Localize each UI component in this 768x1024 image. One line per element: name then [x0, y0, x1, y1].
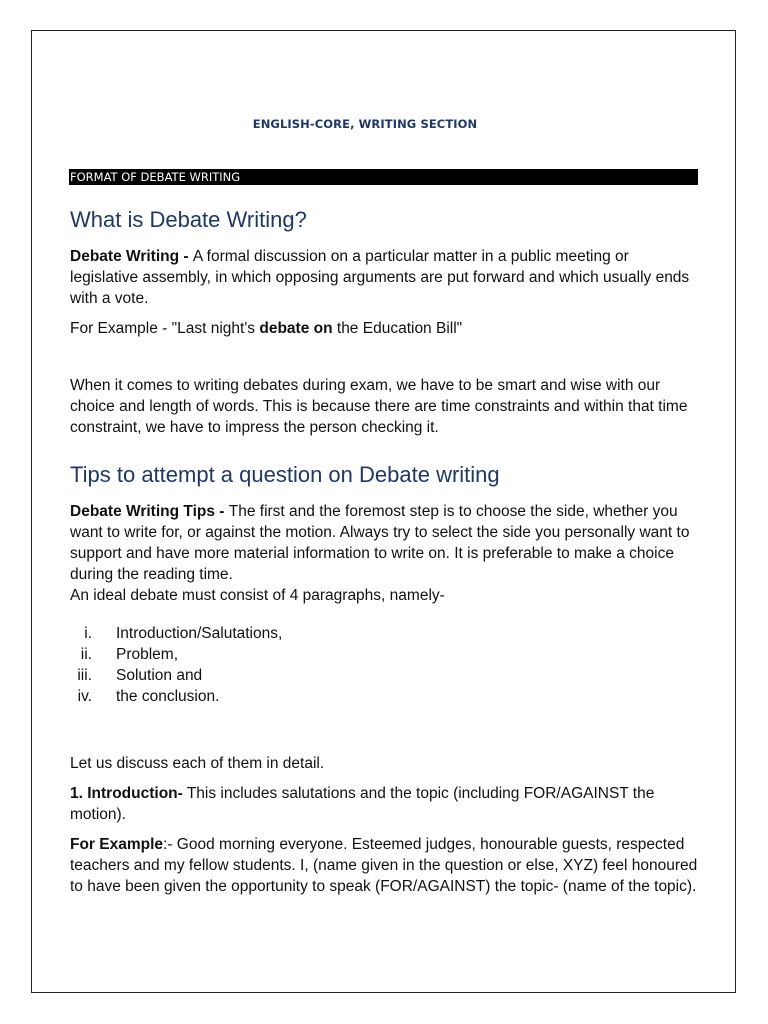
example-paragraph	[70, 318, 698, 339]
list-number: ii.	[80, 646, 92, 663]
intro-example-text: :- Good morning everyone. Esteemed judges, honourable guests, respected teachers and my fellow students. I, (name given in the question or else, XYZ) feel honoured to have been given the opportunity to speak (FOR/AGAINST) the topic- (name of the topic).	[70, 836, 698, 895]
definition-text: A formal discussion on a particular matter in a public meeting or legislative assembly, in which opposing arguments are put forward and which usually ends with a vote.	[70, 248, 690, 307]
definition-paragraph	[70, 246, 698, 309]
section-title-bar: FORMAT OF DEBATE WRITING	[69, 169, 698, 185]
tips-label: Debate Writing Tips -	[70, 503, 229, 520]
tips-line2: An ideal debate must consist of 4 paragraphs, namely-	[70, 587, 445, 604]
example-prefix: For Example - "Last night's	[70, 320, 260, 337]
heading-tips: Tips to attempt a question on Debate writing	[70, 462, 500, 487]
intro-example-paragraph	[70, 834, 698, 897]
list-text: the conclusion.	[116, 688, 220, 705]
list-number: iv.	[77, 688, 92, 705]
tips-text: The first and the foremost step is to choose the side, whether you want to write for, or against the motion. Always try to select the side you personally want to support and have more material information to write on. It is preferable to make a choice during the reading time.	[70, 503, 690, 583]
introduction-text: This includes salutations and the topic (including FOR/AGAINST the motion).	[70, 785, 655, 823]
list-number: iii.	[77, 667, 92, 684]
list-text: Introduction/Salutations,	[116, 625, 283, 642]
introduction-paragraph	[70, 783, 698, 825]
heading-what-is-debate: What is Debate Writing?	[70, 207, 307, 232]
list-number: i.	[84, 625, 92, 642]
intro-example-label: For Example	[70, 836, 164, 853]
introduction-label: 1. Introduction-	[70, 785, 183, 802]
discuss-line: Let us discuss each of them in detail.	[70, 755, 325, 772]
example-bold: debate on	[259, 320, 333, 337]
document-header: ENGLISH-CORE, WRITING SECTION	[252, 117, 478, 131]
list-text: Problem,	[116, 646, 179, 663]
tips-paragraph	[70, 501, 698, 585]
exam-paragraph: When it comes to writing debates during exam, we have to be smart and wise with our choice and length of words. This is because there are time constraints and within that time constraint, we have to impress the person checking it.	[70, 377, 688, 436]
definition-label: Debate Writing -	[70, 248, 193, 265]
list-text: Solution and	[116, 667, 203, 684]
example-suffix: the Education Bill"	[332, 320, 463, 337]
